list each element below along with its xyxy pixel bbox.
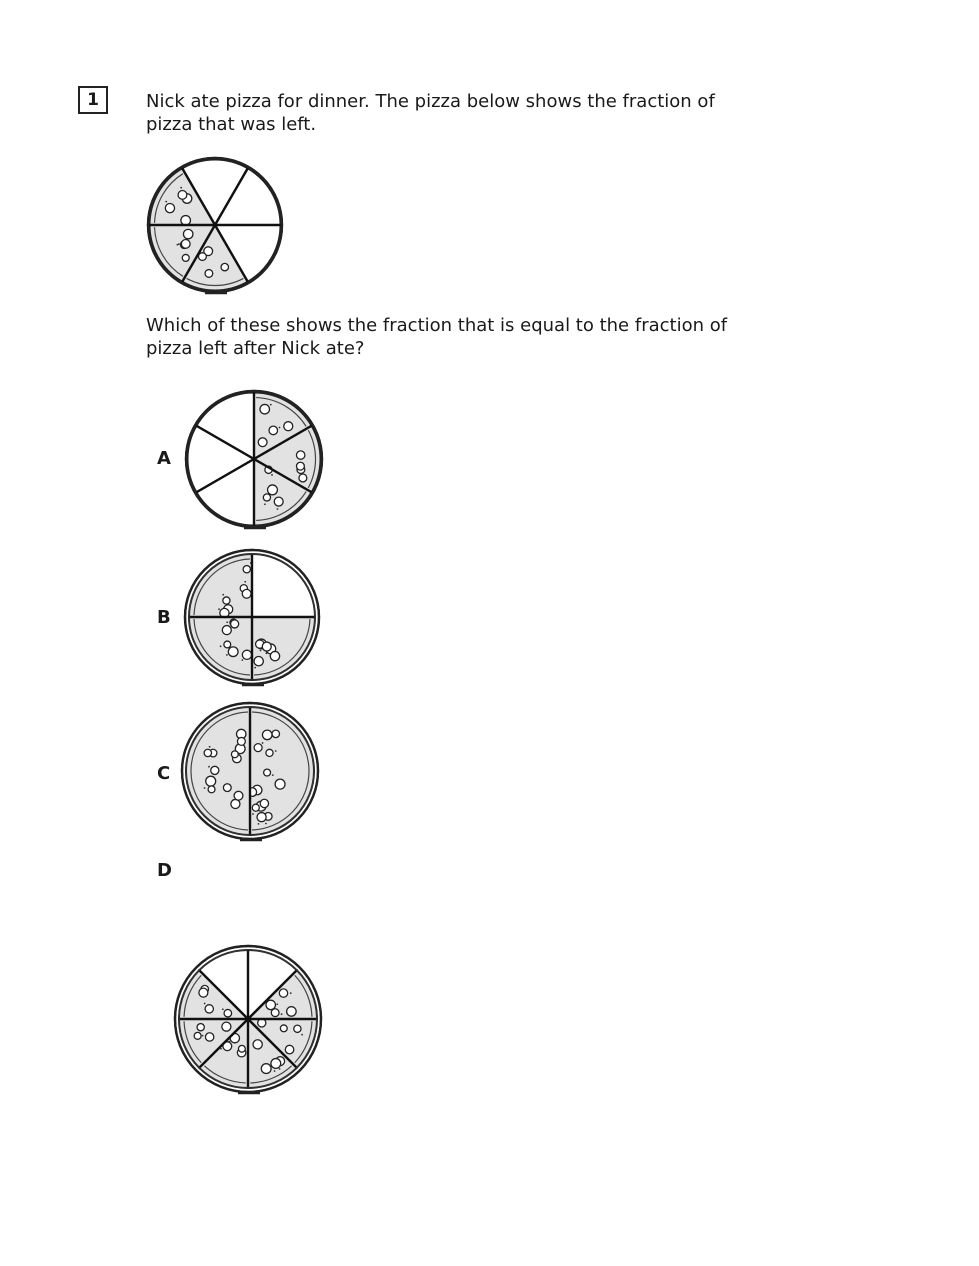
option-c-pizza[interactable] [178, 700, 328, 850]
question-stem-line: Nick ate pizza for dinner. The pizza below shows the fraction of [146, 91, 715, 112]
option-d-letter[interactable]: D [157, 860, 172, 881]
pizza-slice-shaded [186, 707, 250, 835]
option-c-letter[interactable]: C [157, 763, 171, 784]
question-stem [146, 90, 786, 136]
option-b-pizza[interactable] [178, 544, 328, 694]
question-prompt-line: Which of these shows the fraction that is equal to the fraction of [146, 315, 728, 336]
question-number-box: 1 [78, 86, 108, 114]
option-a-pizza[interactable] [180, 385, 330, 535]
option-d-pizza[interactable] [170, 940, 330, 1100]
stem-pizza-illustration [140, 150, 290, 300]
question-stem-line: pizza that was left. [146, 114, 317, 135]
question-prompt [146, 314, 786, 360]
pizza-slice-shaded [248, 707, 314, 835]
pizza-slice-shaded [189, 617, 252, 680]
option-a-letter[interactable]: A [157, 448, 171, 469]
pizza-slice-shaded [189, 554, 252, 618]
option-b-letter[interactable]: B [157, 607, 171, 628]
pizza-slice-shaded [252, 617, 315, 680]
question-prompt-line: pizza left after Nick ate? [146, 338, 365, 359]
pizza-slice-empty [252, 554, 315, 617]
